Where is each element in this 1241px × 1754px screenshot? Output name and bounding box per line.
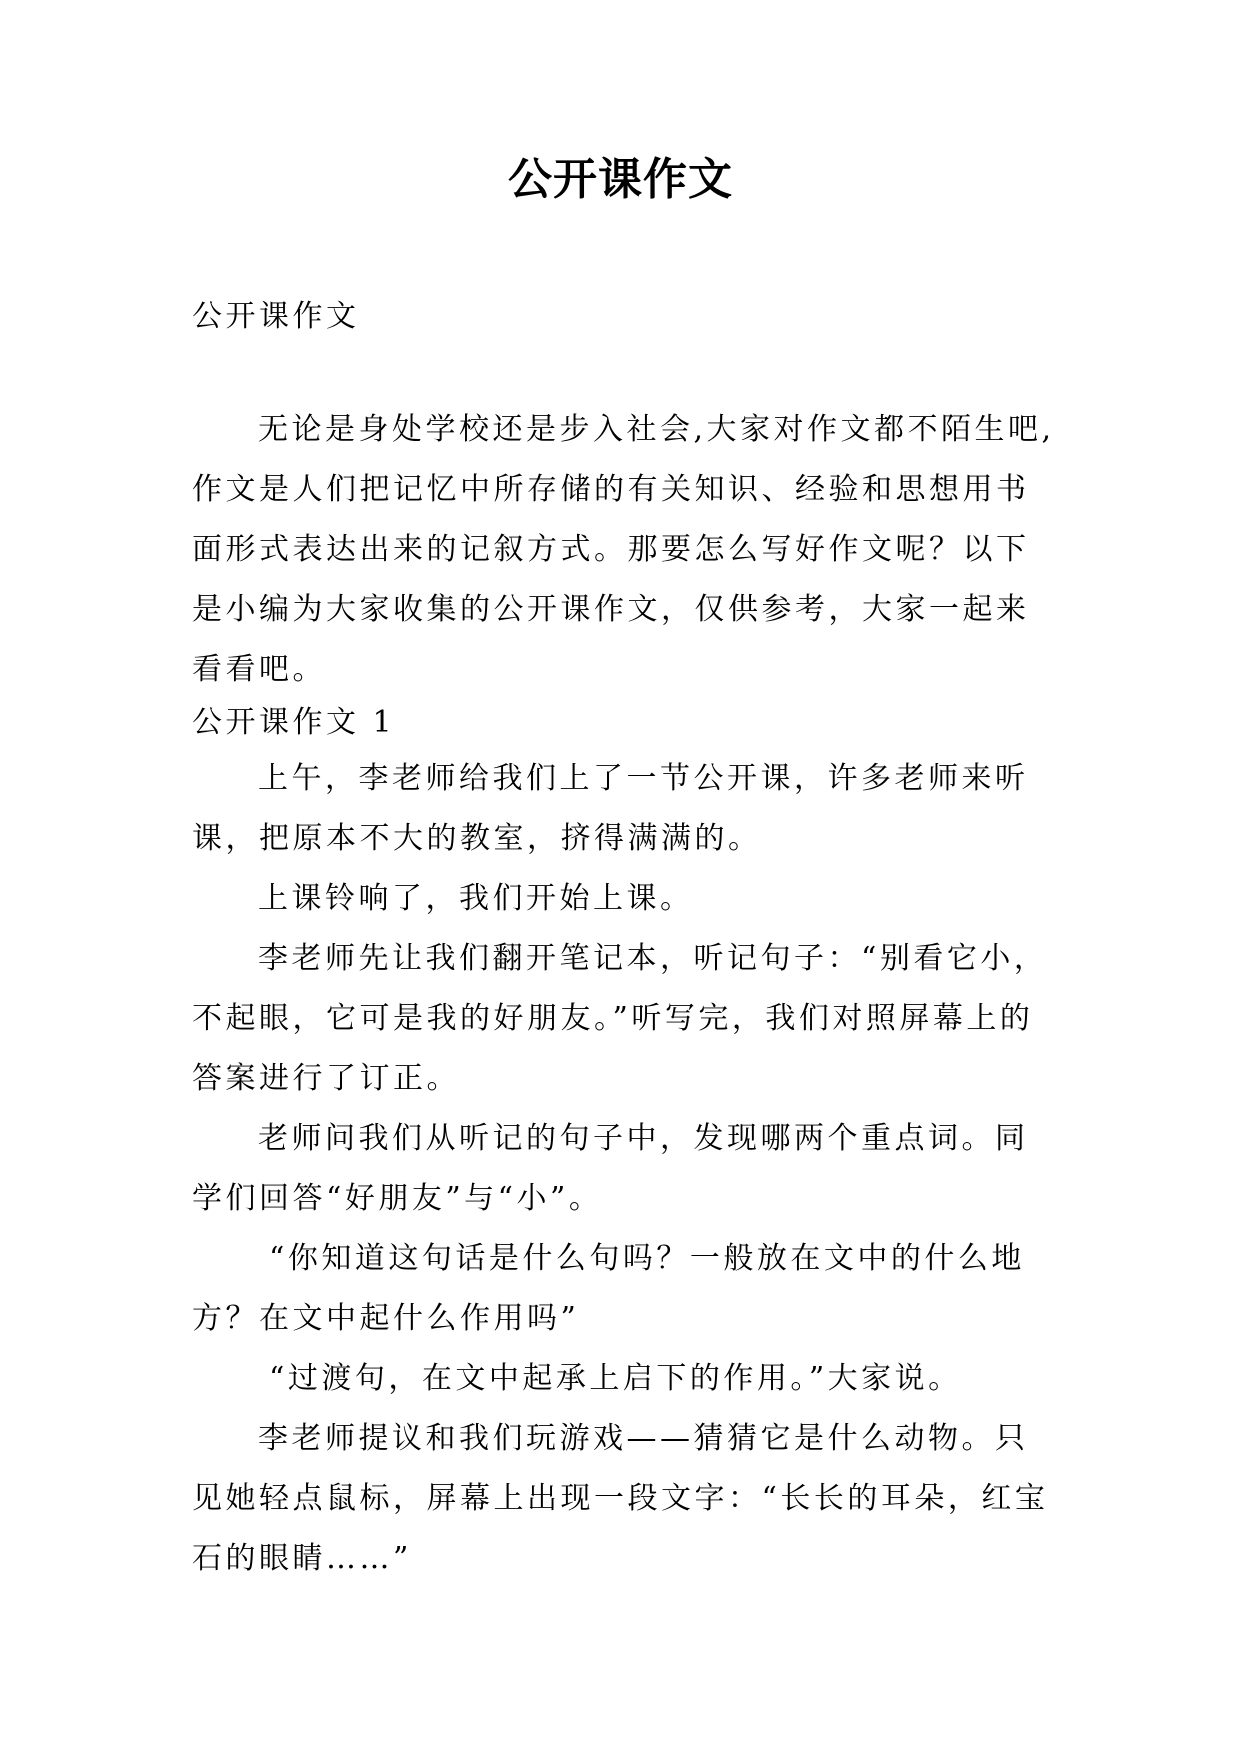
section-heading: 公开课作文 1 <box>192 705 396 740</box>
paragraph: 李老师提议和我们玩游戏——猜猜它是什么动物。只见她轻点鼠标，屏幕上出现一段文字：“长长的耳朵，红宝石的眼睛……” <box>192 1421 1049 1576</box>
paragraph: 上午，李老师给我们上了一节公开课，许多老师来听课，把原本不大的教室，挤得满满的。 <box>192 761 1029 856</box>
document-title: 公开课作文 <box>508 154 733 205</box>
intro-paragraph: 无论是身处学校还是步入社会,大家对作文都不陌生吧,作文是人们把记忆中所存储的有关知识、经验和思想用书面形式表达出来的记叙方式。那要怎么写好作文呢？以下是小编为大家收集的公开课作文，仅供参考，大家一起来看看吧。 <box>192 412 1055 687</box>
paragraph: “你知道这句话是什么句吗？一般放在文中的什么地方？在文中起什么作用吗” <box>192 1241 1025 1336</box>
paragraph: 上课铃响了，我们开始上课。 <box>258 881 694 916</box>
paragraph: 李老师先让我们翻开笔记本，听记句子：“别看它小，不起眼，它可是我的好朋友。”听写完，我们对照屏幕上的答案进行了订正。 <box>192 941 1048 1096</box>
document-subheading: 公开课作文 <box>192 299 360 334</box>
paragraph: “过渡句，在文中起承上启下的作用。”大家说。 <box>269 1361 962 1396</box>
section-body <box>192 749 1057 1589</box>
paragraph: 老师问我们从听记的句子中，发现哪两个重点词。同学们回答“好朋友”与“小”。 <box>192 1121 1029 1216</box>
